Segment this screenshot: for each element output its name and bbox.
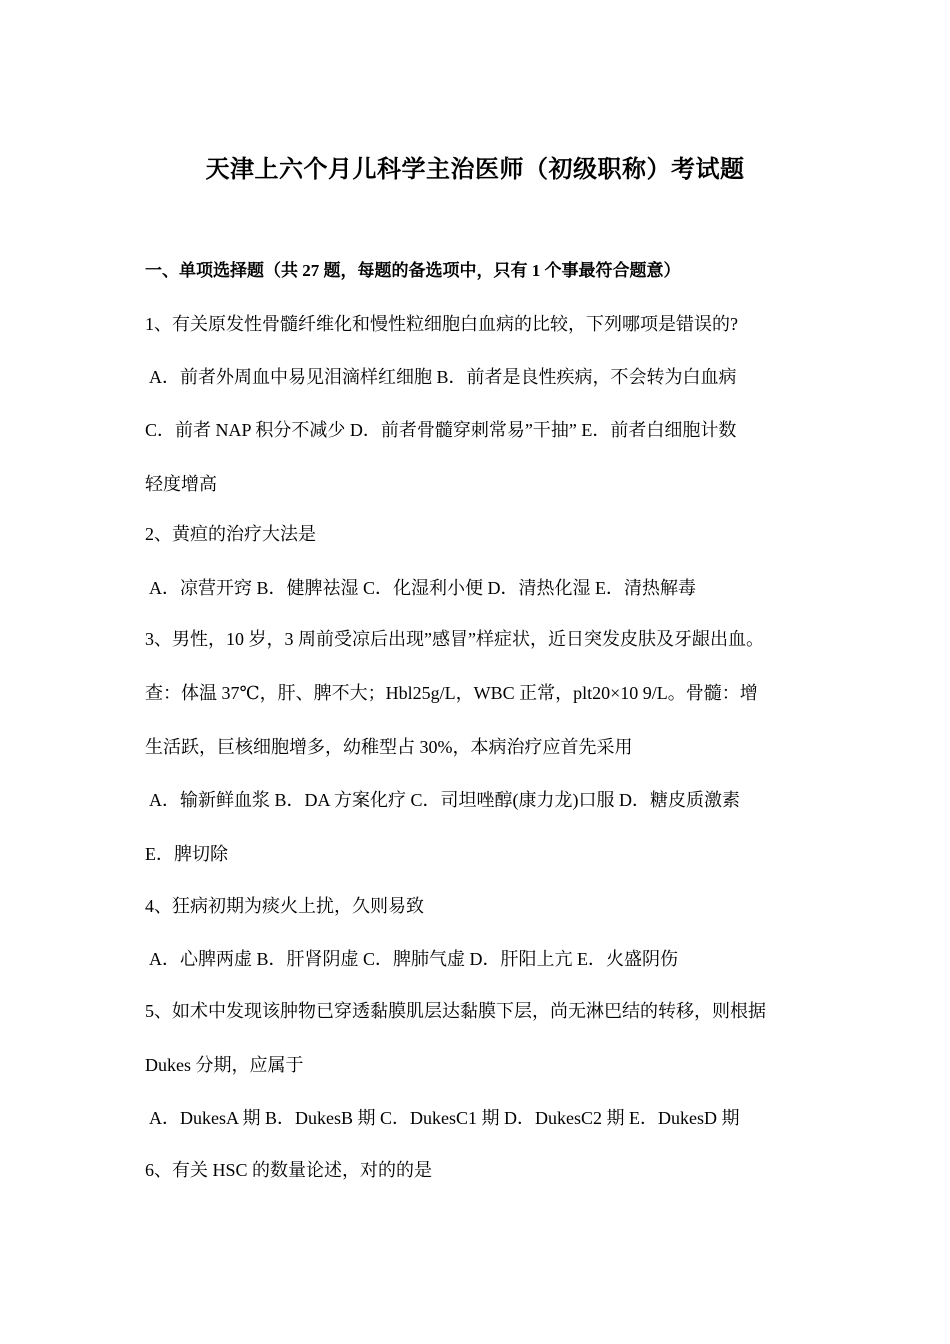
question-3-options-line-2: E．脾切除: [145, 844, 228, 864]
question-1-stem: 1、有关原发性骨髓纤维化和慢性粒细胞白血病的比较，下列哪项是错误的?: [145, 314, 738, 334]
question-2-stem: 2、黄疸的治疗大法是: [145, 524, 316, 544]
question-1-options-line-2: C．前者 NAP 积分不减少 D．前者骨髓穿刺常易”干抽” E．前者白细胞计数: [145, 420, 737, 440]
question-3-options-line-1: A．输新鲜血浆 B．DA 方案化疗 C．司坦唑醇(康力龙)口服 D．糖皮质激素: [149, 790, 741, 810]
question-1-options-line-1: A．前者外周血中易见泪滴样红细胞 B．前者是良性疾病，不会转为白血病: [149, 367, 737, 387]
section-heading: 一、单项选择题（共 27 题，每题的备选项中，只有 1 个事最符合题意）: [145, 261, 681, 280]
question-4-options: A．心脾两虚 B．肝肾阴虚 C．脾肺气虚 D．肝阳上亢 E．火盛阴伤: [149, 949, 679, 969]
question-1-options-line-3: 轻度增高: [145, 474, 217, 494]
question-3-stem-line-1: 3、男性，10 岁，3 周前受凉后出现”感冒”样症状，近日突发皮肤及牙龈出血。: [145, 629, 764, 649]
question-3-stem-line-3: 生活跃，巨核细胞增多，幼稚型占 30%，本病治疗应首先采用: [145, 737, 633, 757]
question-6-stem: 6、有关 HSC 的数量论述，对的的是: [145, 1160, 433, 1180]
document-title: 天津上六个月儿科学主治医师（初级职称）考试题: [205, 157, 745, 183]
question-5-options: A．DukesA 期 B．DukesB 期 C．DukesC1 期 D．DukesC2 期 E．DukesD 期: [149, 1108, 740, 1128]
question-5-stem-line-1: 5、如术中发现该肿物已穿透黏膜肌层达黏膜下层，尚无淋巴结的转移，则根据: [145, 1001, 766, 1021]
question-3-stem-line-2: 查：体温 37℃，肝、脾不大；Hbl25g/L，WBC 正常，plt20×10 9/L。骨髓：增: [145, 683, 758, 703]
question-2-options: A．凉营开窍 B．健脾祛湿 C．化湿利小便 D．清热化湿 E．清热解毒: [149, 578, 697, 598]
question-4-stem: 4、狂病初期为痰火上扰，久则易致: [145, 896, 424, 916]
question-5-stem-line-2: Dukes 分期，应属于: [145, 1055, 304, 1075]
